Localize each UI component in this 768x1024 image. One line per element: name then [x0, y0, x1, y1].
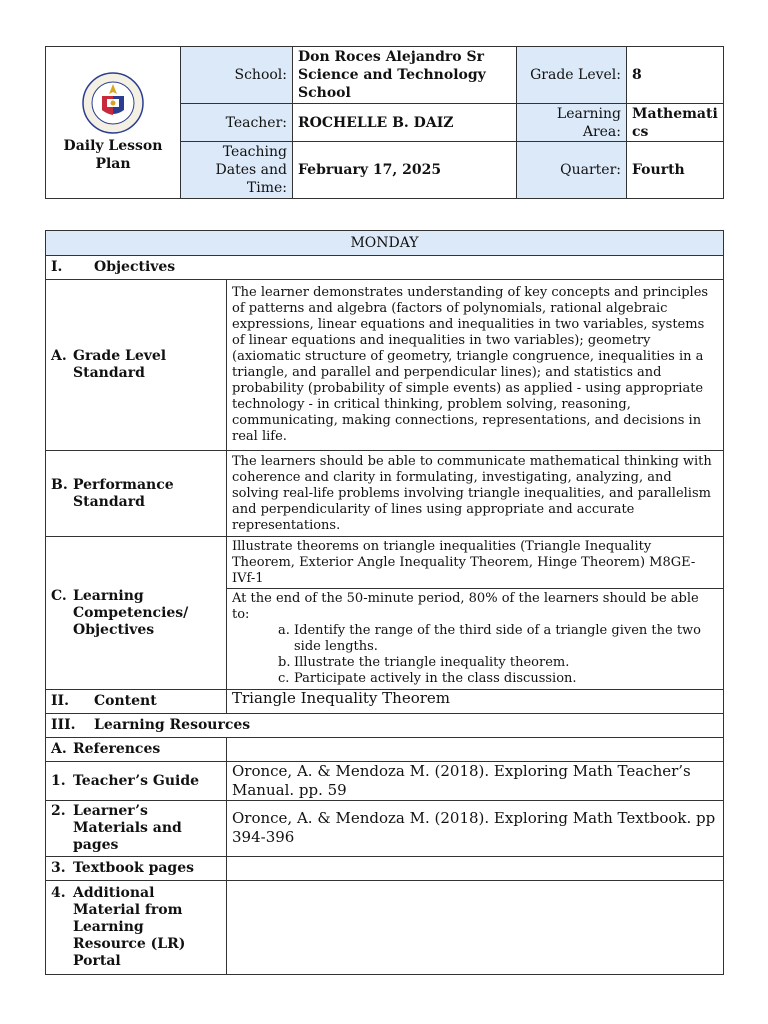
area-label: Learning Area:: [517, 104, 627, 142]
reference-text: [227, 881, 724, 975]
item-letter: A.: [51, 348, 67, 364]
objective-text: Participate actively in the class discussion.: [294, 671, 577, 686]
objective-text: Identify the range of the third side of a triangle given the two side lengths.: [294, 623, 701, 654]
grade-level-standard-label: [46, 280, 227, 451]
reference-number: 2.: [51, 803, 66, 819]
references-label: [46, 738, 227, 762]
section-title: Content: [94, 693, 157, 709]
reference-label: Learner’s Materials and pages: [73, 803, 182, 853]
objective-mark: c.: [278, 671, 290, 686]
performance-standard-text: The learners should be able to communicate mathematical thinking with coherence and clarity in formulating, investigating, analyzing, and solving real-life problems involving triangle inequalities, and parallelism and perpendicularity of lines using appropriate and accurate representations.: [227, 451, 724, 537]
reference-row-label: [46, 857, 227, 881]
quarter-label: Quarter:: [517, 142, 627, 199]
section-number: I.: [51, 259, 63, 275]
section-number: II.: [51, 693, 69, 709]
teacher-value: ROCHELLE B. DAIZ: [293, 104, 517, 142]
objectives-list: [232, 623, 718, 687]
school-value: Don Roces Alejandro Sr Science and Technology School: [293, 47, 517, 104]
item-label: Grade Level Standard: [73, 348, 167, 381]
reference-row-label: [46, 762, 227, 801]
reference-row-label: [46, 881, 227, 975]
grade-label: Grade Level:: [517, 47, 627, 104]
objective-mark: b.: [278, 655, 291, 670]
reference-number: 3.: [51, 860, 66, 876]
reference-text: Oronce, A. & Mendoza M. (2018). Exploring Math Textbook. pp 394-396: [227, 801, 724, 857]
item-letter: B.: [51, 476, 68, 493]
section-number: III.: [51, 717, 76, 733]
dates-label: Teaching Dates and Time:: [181, 142, 293, 199]
section-title: Objectives: [94, 259, 176, 275]
item-label: Performance Standard: [73, 476, 174, 510]
section-resources: [46, 714, 724, 738]
reference-label: Teacher’s Guide: [73, 772, 200, 789]
performance-standard-label: [46, 451, 227, 537]
objectives-list-cell: [227, 589, 724, 690]
competencies-label: [46, 537, 227, 690]
reference-label: Textbook pages: [73, 860, 195, 876]
grade-value: 8: [627, 47, 724, 104]
lesson-plan-table: [45, 230, 724, 975]
objective-item: [278, 623, 718, 655]
school-label: School:: [181, 47, 293, 104]
day-heading: MONDAY: [46, 231, 724, 256]
objective-item: [278, 671, 718, 687]
references-value: [227, 738, 724, 762]
competencies-text: Illustrate theorems on triangle inequalities (Triangle Inequality Theorem, Exterior Angle Inequality Theorem, Hinge Theorem) M8GE-IVf-1: [227, 537, 724, 589]
content-text: Triangle Inequality Theorem: [227, 690, 724, 714]
objectives-intro: At the end of the 50-minute period, 80% of the learners should be able to:: [232, 591, 699, 622]
deped-seal-logo: [82, 72, 144, 134]
area-value: Mathematics: [627, 104, 724, 142]
quarter-value: Fourth: [627, 142, 724, 199]
reference-number: 1.: [51, 772, 66, 789]
reference-number: 4.: [51, 885, 66, 901]
section-objectives: [46, 256, 724, 280]
header-table: [45, 46, 724, 199]
item-letter: A.: [51, 741, 67, 757]
teacher-label: Teacher:: [181, 104, 293, 142]
objective-text: Illustrate the triangle inequality theorem.: [294, 655, 570, 670]
reference-text: [227, 857, 724, 881]
dates-value: February 17, 2025: [293, 142, 517, 199]
reference-label: Additional Material from Learning Resource (LR) Portal: [73, 885, 186, 969]
document-title: Daily Lesson Plan: [63, 138, 163, 172]
title-cell: [46, 47, 181, 199]
section-content: [46, 690, 227, 714]
objective-item: [278, 655, 718, 671]
item-label: References: [73, 741, 161, 757]
reference-row-label: [46, 801, 227, 857]
reference-text: Oronce, A. & Mendoza M. (2018). Exploring Math Teacher’s Manual. pp. 59: [227, 762, 724, 801]
item-letter: C.: [51, 587, 67, 604]
item-label: Learning Competencies/ Objectives: [73, 587, 189, 638]
section-title: Learning Resources: [94, 717, 251, 733]
grade-level-standard-text: The learner demonstrates understanding of key concepts and principles of patterns and algebra (factors of polynomials, rational algebraic expressions, linear equations and inequalities in two variables, systems of linear equations and inequalities in two variables); geometry (axiomatic structure of geometry, triangle congruence, inequalities in a triangle, and parallel and perpendicular lines); and statistics and probability (probability of simple events) as applied - using appropriate technology - in critical thinking, problem solving, reasoning, communicating, making connections, representations, and decisions in real life.: [227, 280, 724, 451]
objective-mark: a.: [278, 623, 290, 638]
